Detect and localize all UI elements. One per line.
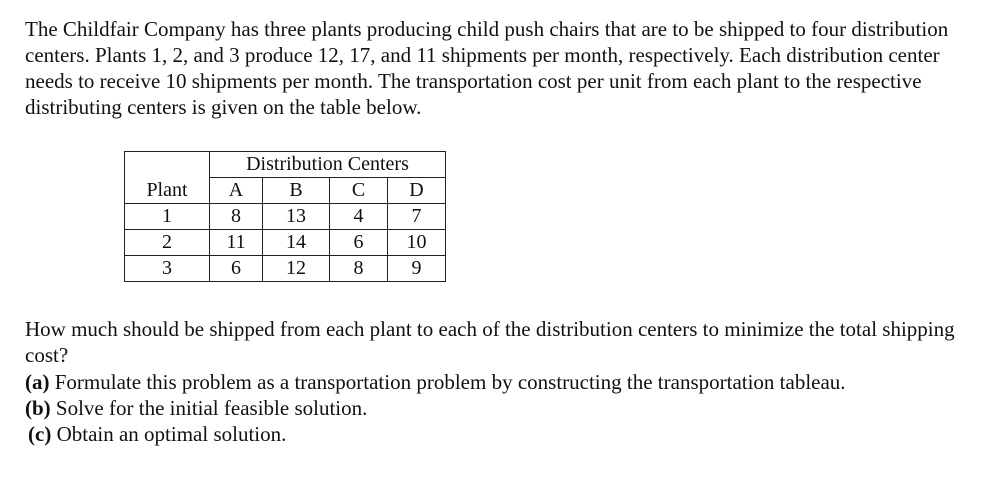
table-header-row-group <box>125 152 446 178</box>
column-header-b: B <box>263 178 330 204</box>
part-b <box>25 395 367 421</box>
part-c-text: Obtain an optimal solution. <box>51 422 287 446</box>
part-c-label: (c) <box>28 422 52 446</box>
part-b-label: (b) <box>25 396 51 420</box>
table-header-row-columns <box>125 178 446 204</box>
problem-intro-paragraph: The Childfair Company has three plants producing child push chairs that are to be shipped to four distribution centers. Plants 1, 2, and 3 produce 12, 17, and 11 shipments per month, respectively. Each distribution center needs to receive 10 shipments per month. The transportation cost per unit from each plant to the respective distributing centers is given on the table below. <box>25 17 949 119</box>
transportation-cost-table <box>124 151 446 282</box>
table-row <box>125 204 446 230</box>
cost-cell: 8 <box>210 204 263 230</box>
cost-cell: 14 <box>263 230 330 256</box>
cost-cell: 4 <box>330 204 388 230</box>
cost-cell: 6 <box>210 256 263 282</box>
part-b-text: Solve for the initial feasible solution. <box>50 396 368 420</box>
cost-cell: 11 <box>210 230 263 256</box>
plant-cell: 3 <box>125 256 210 282</box>
table-corner-cell <box>125 152 210 178</box>
cost-cell: 9 <box>388 256 446 282</box>
part-a-text: Formulate this problem as a transportation problem by constructing the transportation tableau. <box>49 370 846 394</box>
cost-cell: 8 <box>330 256 388 282</box>
plant-cell: 1 <box>125 204 210 230</box>
column-header-d: D <box>388 178 446 204</box>
column-header-a: A <box>210 178 263 204</box>
column-header-c: C <box>330 178 388 204</box>
cost-cell: 7 <box>388 204 446 230</box>
cost-cell: 10 <box>388 230 446 256</box>
question-paragraph: How much should be shipped from each plant to each of the distribution centers to minimize the total shipping cost? <box>25 317 955 367</box>
table-row <box>125 256 446 282</box>
part-a-label: (a) <box>25 370 50 394</box>
part-c <box>28 421 286 447</box>
part-a <box>25 369 846 395</box>
plant-cell: 2 <box>125 230 210 256</box>
cost-cell: 12 <box>263 256 330 282</box>
plant-column-header: Plant <box>125 178 210 204</box>
cost-cell: 13 <box>263 204 330 230</box>
cost-cell: 6 <box>330 230 388 256</box>
distribution-centers-header: Distribution Centers <box>210 152 446 178</box>
table-row <box>125 230 446 256</box>
